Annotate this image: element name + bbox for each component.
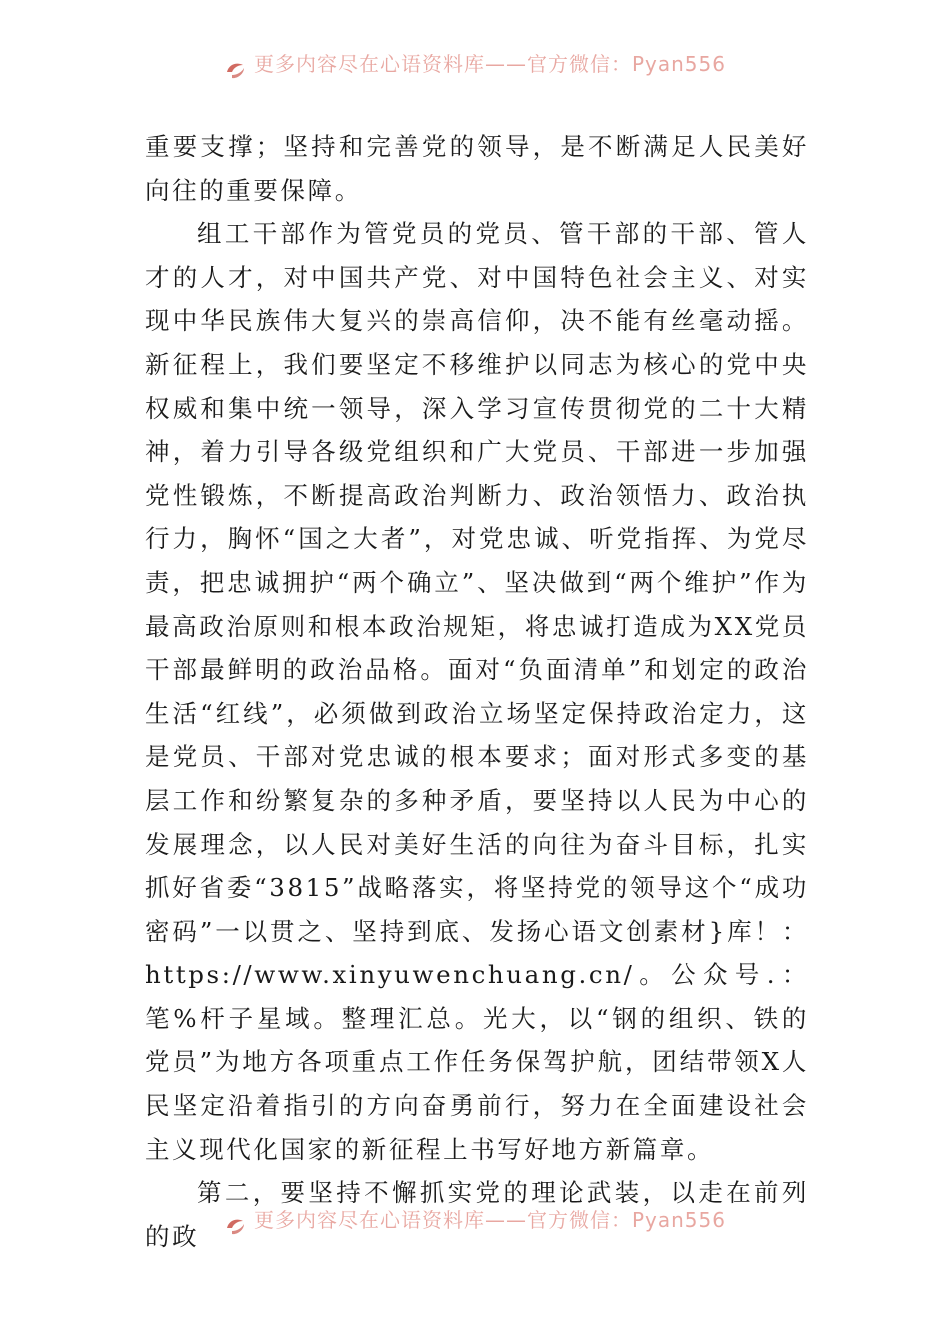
paragraph: 组工干部作为管党员的党员、管干部的干部、管人才的人才，对中国共产党、对中国特色社会主义、对实现中华民族伟大复兴的崇高信仰，决不能有丝毫动摇。新征程上，我们要坚定不移维护以同志为核心的党中央权威和集中统一领导，深入学习宣传贯彻党的二十大精神，着力引导各级党组织和广大党员、干部进一步加强党性锻炼，不断提高政治判断力、政治领悟力、政治执行力，胸怀“国之大者”，对党忠诚、听党指挥、为党尽责，把忠诚拥护“两个确立”、坚决做到“两个维护”作为最高政治原则和根本政治规矩，将忠诚打造成为XX党员干部最鲜明的政治品格。面对“负面清单”和划定的政治生活“红线”，必须做到政治立场坚定保持政治定力，这是党员、干部对党忠诚的根本要求；面对形式多变的基层工作和纷繁复杂的多种矛盾，要坚持以人民为中心的发展理念，以人民对美好生活的向往为奋斗目标，扎实抓好省委“3815”战略落实，将坚持党的领导这个“成功密码”一以贯之、坚持到底、发扬心语文创素材}库！：https://www.xinyuwenchuang.cn/。公众号.：笔%杆子星域。整理汇总。光大，以“钢的组织、铁的党员”为地方各项重点工作任务保驾护航，团结带领X人民坚定沿着指引的方向奋勇前行，努力在全面建设社会主义现代化国家的新征程上书写好地方新篇章。 bbox=[145, 219, 809, 1164]
banner-text: 更多内容尽在心语资料库——官方微信：Pyan556 bbox=[253, 52, 726, 76]
paragraph: 第二，要坚持不懈抓实党的理论武装，以走在前列的政 bbox=[145, 1178, 809, 1251]
banner-text: 更多内容尽在心语资料库——官方微信：Pyan556 bbox=[253, 1208, 726, 1232]
brand-logo-icon bbox=[224, 58, 248, 82]
footer-banner bbox=[0, 1208, 950, 1244]
brand-logo-icon bbox=[224, 1214, 248, 1238]
paragraph: 重要支撑；坚持和完善党的领导，是不断满足人民美好向往的重要保障。 bbox=[145, 132, 809, 205]
document-body bbox=[145, 125, 809, 1258]
header-banner bbox=[0, 52, 950, 88]
